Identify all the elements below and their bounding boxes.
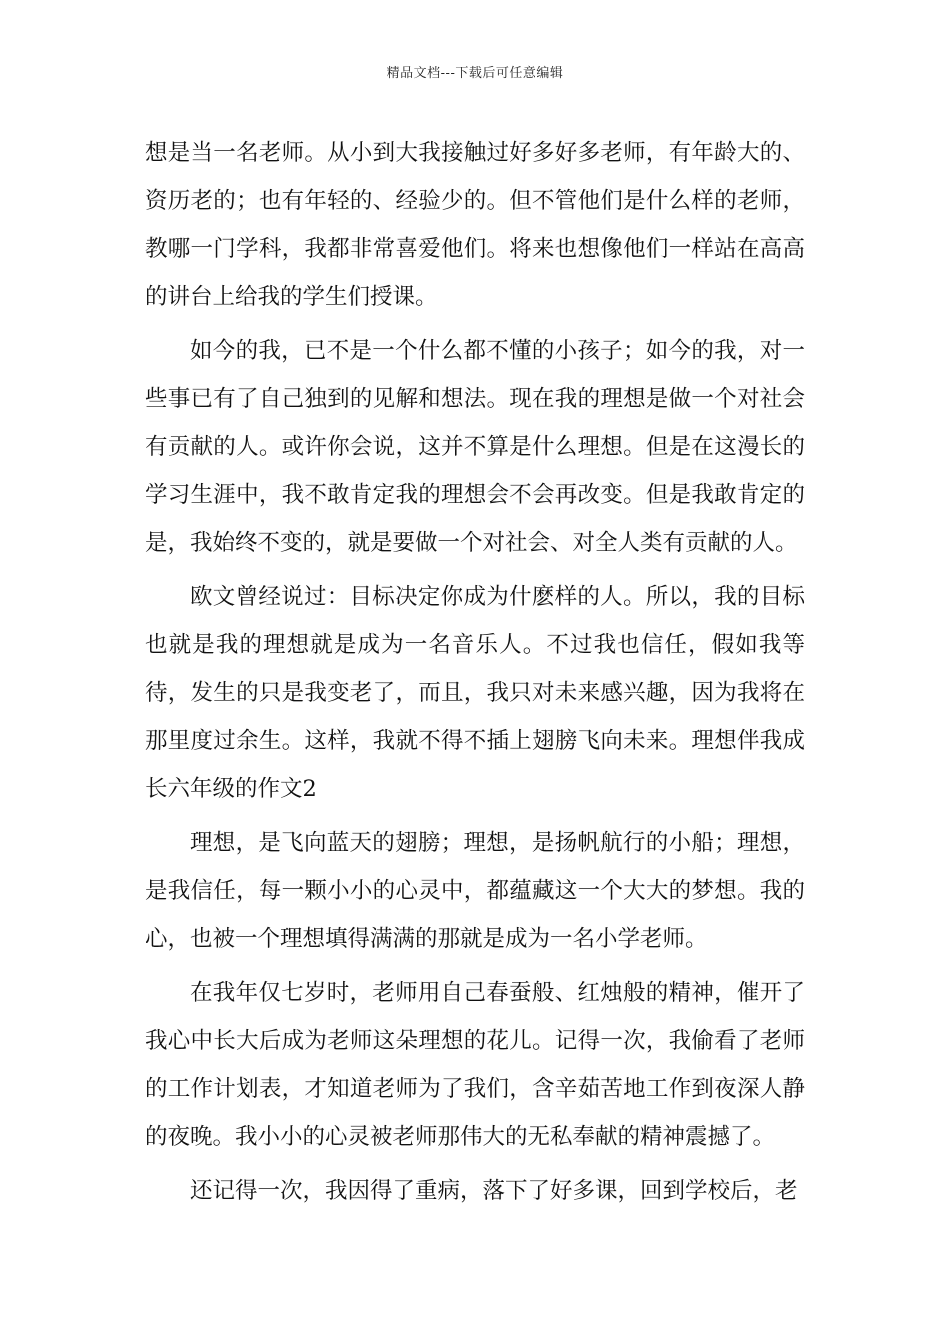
paragraph-1: 想是当一名老师。从小到大我接触过好多好多老师，有年龄大的、资历老的；也有年轻的、经验少的。但不管他们是什么样的老师，教哪一门学科，我都非常喜爱他们。将来也想像他们一样站在高高的讲台上给我的学生们授课。 (145, 140, 805, 310)
paragraph-6: 还记得一次，我因得了重病，落下了好多课，回到学校后，老 (190, 1178, 798, 1204)
paragraph-4: 理想，是飞向蓝天的翅膀；理想，是扬帆航行的小船；理想，是我信任，每一颗小小的心灵中，都蕴藏这一个大大的梦想。我的心，也被一个理想填得满满的那就是成为一名小学老师。 (145, 830, 805, 952)
page-header: 精品文档---下载后可任意编辑 (386, 66, 564, 81)
paragraph-3: 欧文曾经说过：目标决定你成为什麽样的人。所以，我的目标也就是我的理想就是成为一名音乐人。不过我也信任，假如我等待，发生的只是我变老了，而且，我只对未来感兴趣，因为我将在那里度过余生。这样，我就不得不插上翅膀飞向未来。理想伴我成长六年级的作文2 (145, 584, 805, 802)
paragraph-2: 如今的我，已不是一个什么都不懂的小孩子；如今的我，对一些事已有了自己独到的见解和想法。现在我的理想是做一个对社会有贡献的人。或许你会说，这并不算是什么理想。但是在这漫长的学习生涯中，我不敢肯定我的理想会不会再改变。但是我敢肯定的是，我始终不变的，就是要做一个对社会、对全人类有贡献的人。 (145, 338, 805, 556)
paragraph-5: 在我年仅七岁时，老师用自己春蚕般、红烛般的精神，催开了我心中长大后成为老师这朵理想的花儿。记得一次，我偷看了老师的工作计划表，才知道老师为了我们，含辛茹苦地工作到夜深人静的夜晚。我小小的心灵被老师那伟大的无私奉献的精神震撼了。 (145, 980, 805, 1150)
document-body (145, 129, 805, 1215)
